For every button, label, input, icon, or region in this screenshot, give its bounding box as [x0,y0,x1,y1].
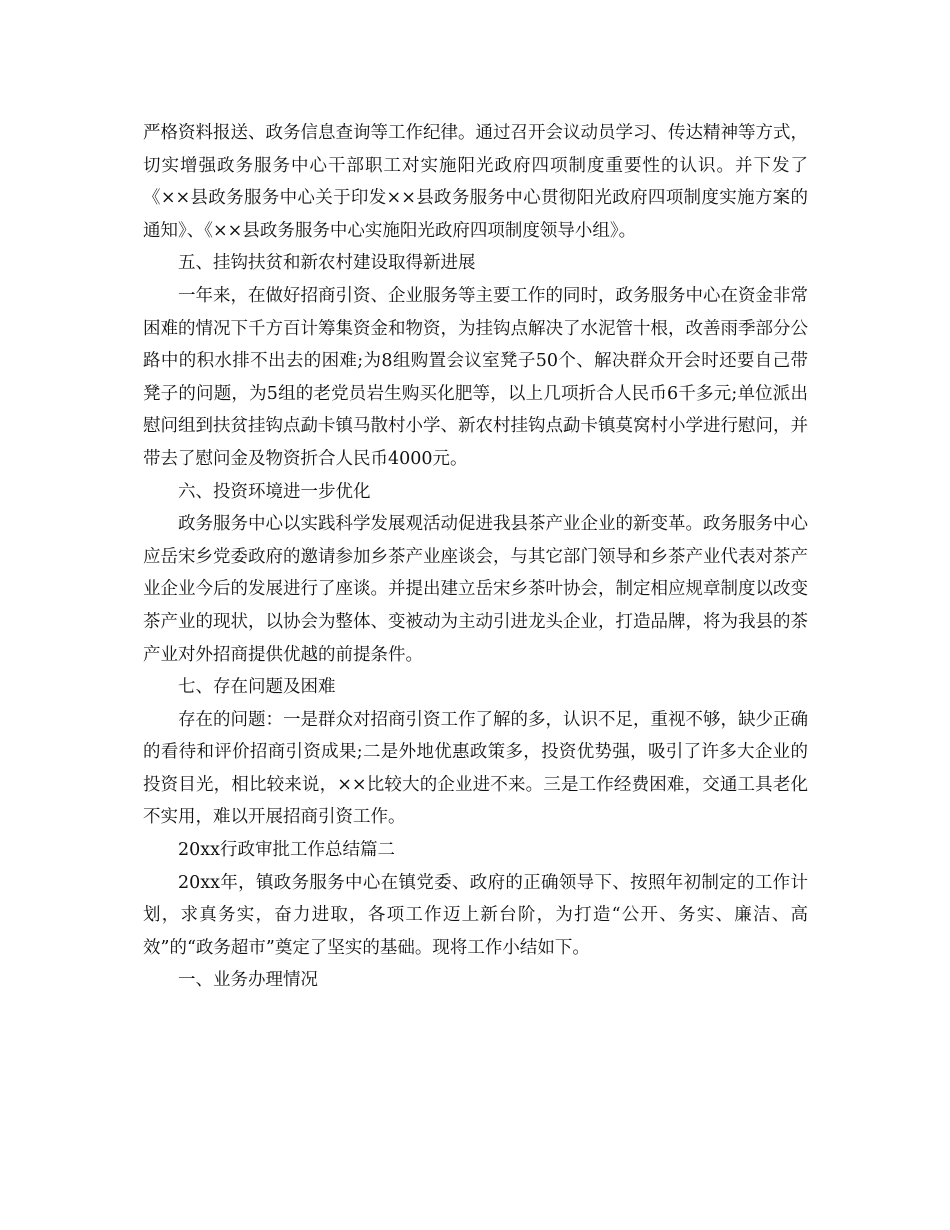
document-body [143,117,808,997]
section-heading-5: 五、挂钩扶贫和新农村建设取得新进展 [178,253,476,274]
paragraph-investment-environment: 政务服务中心以实践科学发展观活动促进我县茶产业企业的新变革。政务服务中心应岳宋乡党委政府的邀请参加乡茶产业座谈会，与其它部门领导和乡茶产业代表对茶产业企业今后的发展进行了座谈。并提出建立岳宋乡茶叶协会，制定相应规章制度以改变茶产业的现状，以协会为整体、变被动为主动引进龙头企业，打造品牌，将为我县的茶产业对外招商提供优越的前提条件。 [143,514,808,665]
paragraph-problems: 存在的问题：一是群众对招商引资工作了解的多，认识不足，重视不够，缺少正确的看待和评价招商引资成果;二是外地优惠政策多，投资优势强，吸引了许多大企业的投资目光，相比较来说，××比较大的企业进不来。三是工作经费困难，交通工具老化不实用，难以开展招商引资工作。 [143,709,808,828]
section-heading-1: 一、业务办理情况 [178,970,318,991]
paragraph-continued: 严格资料报送、政务信息查询等工作纪律。通过召开会议动员学习、传达精神等方式，切实增强政务服务中心干部职工对实施阳光政府四项制度重要性的认识。并下发了《××县政务服务中心关于印发××县政务服务中心贯彻阳光政府四项制度实施方案的通知》、《××县政务服务中心实施阳光政府四项制度领导小组》。 [143,123,808,241]
section-heading-6: 六、投资环境进一步优化 [178,481,371,502]
paragraph-poverty-alleviation: 一年来，在做好招商引资、企业服务等主要工作的同时，政务服务中心在资金非常困难的情况下千方百计筹集资金和物资，为挂钩点解决了水泥管十根，改善雨季部分公路中的积水排不出去的困难;为8组购置会议室凳子50个、解决群众开会时还要自己带凳子的问题，为5组的老党员岩生购买化肥等，以上几项折合人民币6千多元;单位派出慰问组到扶贫挂钩点勐卡镇马散村小学、新农村挂钩点勐卡镇莫窝村小学进行慰问，并带去了慰问金及物资折合人民币4000元。 [143,285,808,469]
article-title-part-two: 20xx行政审批工作总结篇二 [178,840,396,861]
paragraph-intro-part-two: 20xx年，镇政务服务中心在镇党委、政府的正确领导下、按照年初制定的工作计划，求真务实，奋力进取，各项工作迈上新台阶，为打造“公开、务实、廉洁、高效”的“政务超市”奠定了坚实的基础。现将工作小结如下。 [143,872,808,958]
section-heading-7: 七、存在问题及困难 [178,677,336,698]
